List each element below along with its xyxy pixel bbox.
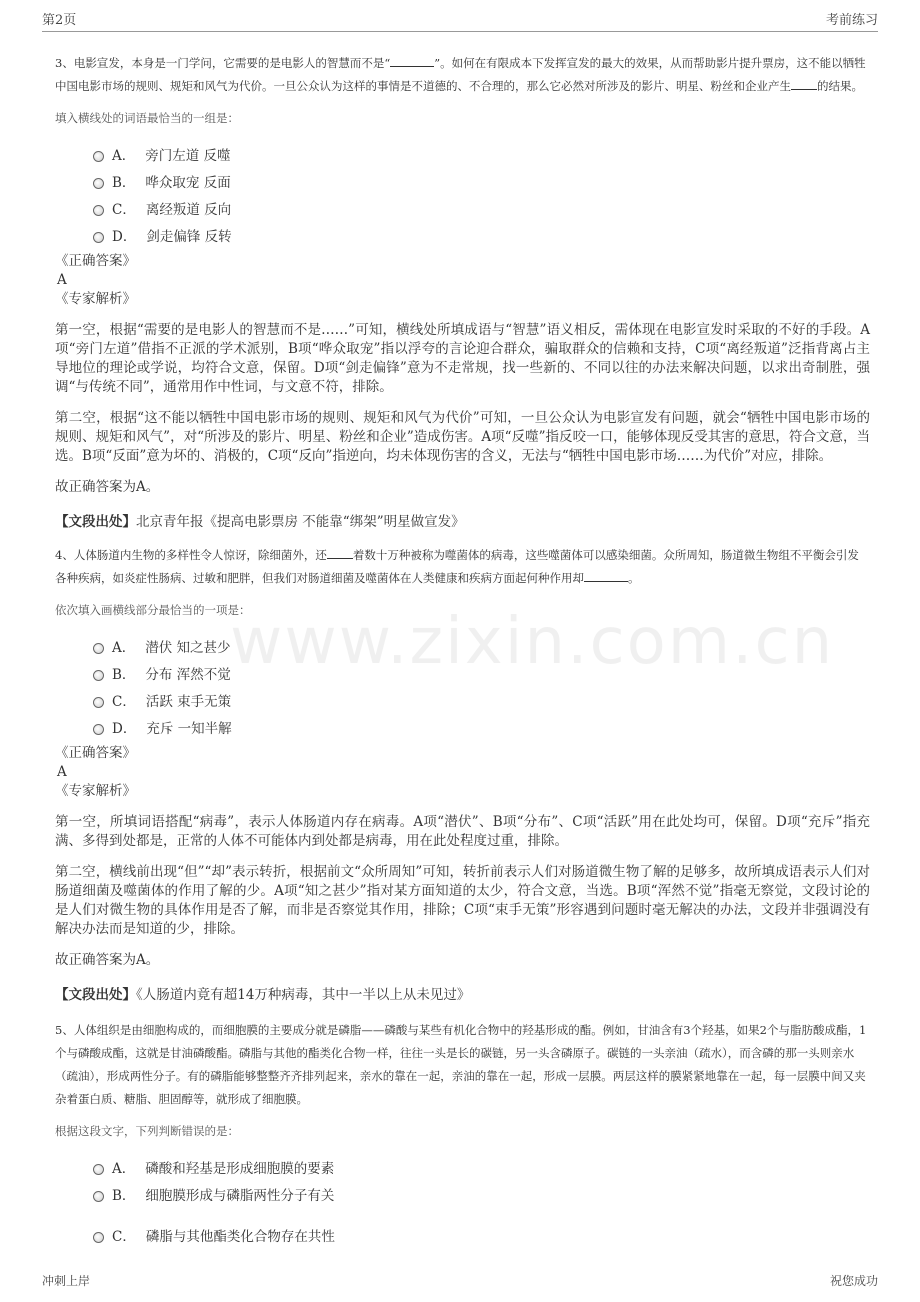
- page-number: 第2页: [42, 13, 77, 28]
- radio-button[interactable]: [93, 697, 104, 708]
- watermark: www.zixin.com.cn: [230, 605, 835, 679]
- question-5: [55, 1019, 870, 1248]
- radio-button[interactable]: [93, 724, 104, 735]
- question-prompt: 填入横线处的词语最恰当的一组是：: [55, 111, 239, 125]
- page-footer: [42, 1272, 878, 1292]
- radio-button[interactable]: [93, 1191, 104, 1202]
- radio-button[interactable]: [93, 178, 104, 189]
- option-a[interactable]: A． 旁门左道 反噬: [93, 140, 870, 167]
- option-a[interactable]: A． 磷酸和羟基是形成细胞膜的要素: [93, 1153, 870, 1180]
- option-list: [93, 632, 870, 740]
- answer-label: 《正确答案》: [55, 745, 136, 761]
- question-text: 3、电影宣发，本身是一门学问，它需要的是电影人的智慧而不是“ ”。如何在有限成本下发挥宣发的最大的效果，从而帮助影片提升票房，这不能以牺牲中国电影市场的规则、规矩和风气为代价。一旦公众认为这样的事情是不道德的、不合理的，那么它必然对所涉及的影片、明星、粉丝和企业产生 的结果。: [55, 52, 870, 98]
- option-d[interactable]: D． 剑走偏锋 反转: [93, 221, 870, 248]
- analysis-paragraph: 第二空，根据“这不能以牺牲中国电影市场的规则、规矩和风气为代价”可知，一旦公众认为电影宣发有问题，就会“牺牲中国电影市场的规则、规矩和风气”，对“所涉及的影片、明星、粉丝和企业”造成伤害。A项“反噬”指反咬一口，能够体现反受其害的意思，符合文意，当选。B项“反面”意为坏的、消极的，C项“反向”指逆向，均未体现伤害的含义，无法与“牺牲中国电影市场……为代价”对应，排除。: [55, 410, 870, 464]
- analysis-paragraph: 第一空，根据“需要的是电影人的智慧而不是……”可知，横线处所填成语与“智慧”语义相反，需体现在电影宣发时采取的不好的手段。A项“旁门左道”借指不正派的学术派别，B项“哗众取宠”指以浮夸的言论迎合群众，骗取群众的信赖和支持，C项“离经叛道”泛指背离占主导地位的理论或学说，均符合文意，保留。D项“剑走偏锋”意为不走常规，找一些新的、不同以往的办法来解决问题，以求出奇制胜，强调“与传统不同”，通常用作中性词，与文意不符，排除。: [55, 322, 870, 395]
- option-list: [93, 1153, 870, 1248]
- option-list: [93, 140, 870, 248]
- page-header: [42, 10, 878, 32]
- answer-blank: [390, 53, 434, 67]
- option-b[interactable]: B． 细胞膜形成与磷脂两性分子有关: [93, 1180, 870, 1207]
- answer-label: 《正确答案》: [55, 253, 136, 269]
- radio-button[interactable]: [93, 643, 104, 654]
- source-citation: 【文段出处】《人肠道内竟有超14万种病毒，其中一半以上从未见过》: [55, 987, 471, 1003]
- conclusion: 故正确答案为A。: [55, 479, 160, 495]
- radio-button[interactable]: [93, 1232, 104, 1243]
- answer-blank: [327, 545, 353, 559]
- option-c[interactable]: C． 磷脂与其他酯类化合物存在共性: [93, 1221, 870, 1248]
- answer-blank: [584, 568, 628, 582]
- correct-answer: A: [57, 272, 67, 288]
- question-text: 4、人体肠道内生物的多样性令人惊讶，除细菌外，还 着数十万种被称为噬菌体的病毒，这些噬菌体可以感染细菌。众所周知，肠道微生物组不平衡会引发各种疾病，如炎症性肠病、过敏和肥胖，但我们对肠道细菌及噬菌体在人类健康和疾病方面起何种作用却 。: [55, 544, 870, 590]
- question-4: [55, 544, 870, 1005]
- analysis-label: 《专家解析》: [55, 291, 136, 307]
- radio-button[interactable]: [93, 670, 104, 681]
- option-b[interactable]: B． 分布 浑然不觉: [93, 659, 870, 686]
- radio-button[interactable]: [93, 232, 104, 243]
- source-citation: 【文段出处】北京青年报《提高电影票房 不能靠“绑架”明星做宣发》: [55, 514, 465, 530]
- conclusion: 故正确答案为A。: [55, 952, 160, 968]
- option-a[interactable]: A． 潜伏 知之甚少: [93, 632, 870, 659]
- option-d[interactable]: D． 充斥 一知半解: [93, 713, 870, 740]
- question-prompt: 依次填入画横线部分最恰当的一项是：: [55, 603, 251, 617]
- analysis-label: 《专家解析》: [55, 783, 136, 799]
- footer-right: 祝您成功: [829, 1274, 878, 1288]
- option-c[interactable]: C． 离经叛道 反向: [93, 194, 870, 221]
- radio-button[interactable]: [93, 205, 104, 216]
- footer-left: 冲刺上岸: [42, 1274, 91, 1288]
- analysis-paragraph: 第一空，所填词语搭配“病毒”，表示人体肠道内存在病毒。A项“潜伏”、B项“分布”、C项“活跃”用在此处均可，保留。D项“充斥”指充满、多得到处都是，正常的人体不可能体内到处都是病毒，用在此处程度过重，排除。: [55, 814, 870, 849]
- question-text: 5、人体组织是由细胞构成的，而细胞膜的主要成分就是磷脂——磷酸与某些有机化合物中的羟基形成的酯。例如，甘油含有3个羟基，如果2个与脂肪酸成酯，1个与磷酸成酯，这就是甘油磷酸酯。磷脂与其他的酯类化合物一样，往往一头是长的碳链，另一头含磷原子。碳链的一头亲油（疏水），而含磷的那一头则亲水（疏油），形成两性分子。有的磷脂能够整整齐齐排列起来，亲水的靠在一起，亲油的靠在一起，形成一层膜。两层这样的膜紧紧地靠在一起，每一层膜中间又夹杂着蛋白质、糖脂、胆固醇等，就形成了细胞膜。: [55, 1023, 867, 1106]
- header-title: 考前练习: [825, 13, 878, 28]
- option-b[interactable]: B． 哗众取宠 反面: [93, 167, 870, 194]
- option-c[interactable]: C． 活跃 束手无策: [93, 686, 870, 713]
- answer-blank: [791, 76, 817, 90]
- question-prompt: 根据这段文字，下列判断错误的是：: [55, 1124, 239, 1138]
- analysis-paragraph: 第二空，横线前出现“但”“却”表示转折，根据前文“众所周知”可知，转折前表示人们对肠道微生物了解的足够多，故所填成语表示人们对肠道细菌及噬菌体的作用了解的少。A项“知之甚少”指对某方面知道的太少，符合文意，当选。B项“浑然不觉”指毫无察觉，文段讨论的是人们对微生物的具体作用是否了解，而非是否察觉其作用，排除；C项“束手无策”形容遇到问题时毫无解决的办法，文段并非强调没有解决办法而是知道的少，排除。: [55, 864, 870, 937]
- question-3: [55, 52, 870, 532]
- radio-button[interactable]: [93, 1164, 104, 1175]
- radio-button[interactable]: [93, 151, 104, 162]
- correct-answer: A: [57, 764, 67, 780]
- page-content: [55, 52, 870, 1248]
